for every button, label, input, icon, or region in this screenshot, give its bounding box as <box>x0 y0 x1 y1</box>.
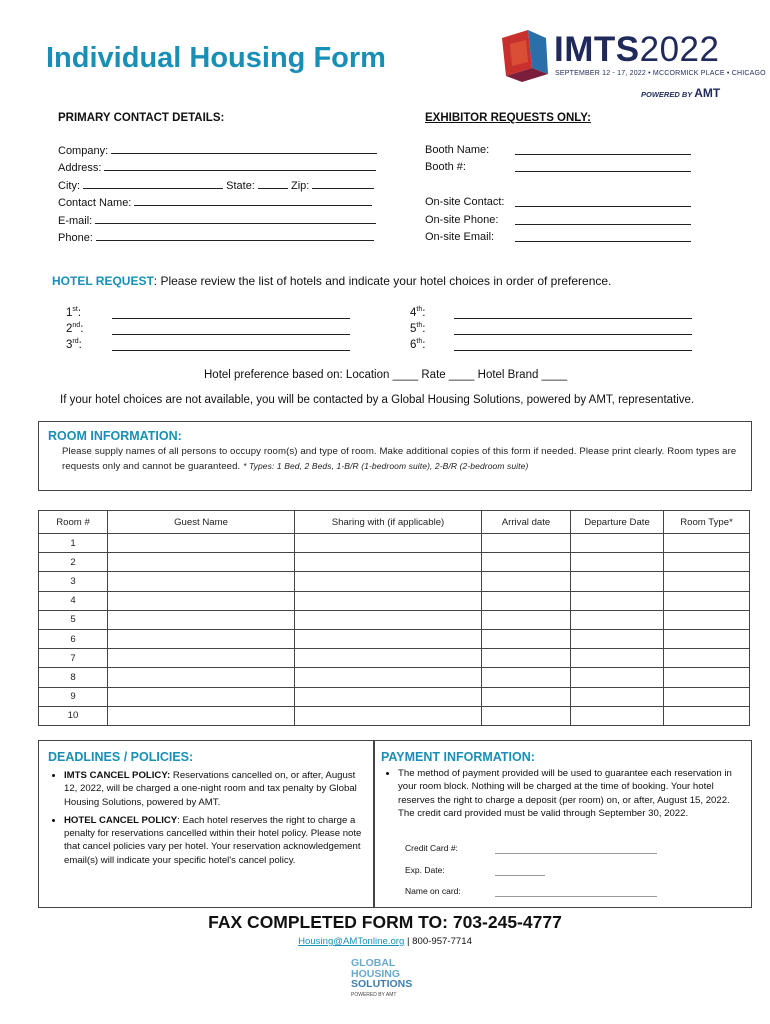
table-input-cell[interactable] <box>664 687 750 706</box>
imts-cube-icon <box>498 28 550 84</box>
booth-name-input[interactable] <box>515 145 691 155</box>
payment-heading: PAYMENT INFORMATION: <box>381 750 535 764</box>
table-input-cell[interactable] <box>482 649 571 668</box>
table-input-cell[interactable] <box>571 610 664 629</box>
table-input-cell[interactable] <box>482 553 571 572</box>
room-info-description: Please supply names of all persons to occupy room(s) and type of room. Make additional copies of this form if needed. Please print clearly. Room types are requests only and cannot be guaranteed. * Types: 1 Bed, 2 Beds, 1-B/R (1-bedroom suite), 2-B/R (2-bedroom suite) <box>62 446 737 472</box>
col-guest-name: Guest Name <box>108 511 295 534</box>
room-number-cell: 8 <box>39 668 108 687</box>
col-arrival-date: Arrival date <box>482 511 571 534</box>
table-input-cell[interactable] <box>571 553 664 572</box>
company-field[interactable]: Company: <box>58 144 377 157</box>
table-input-cell[interactable] <box>108 591 295 610</box>
table-input-cell[interactable] <box>571 629 664 648</box>
onsite-email-label: On-site Email: <box>425 231 495 243</box>
hotel-choice-5-input[interactable] <box>454 325 692 335</box>
table-input-cell[interactable] <box>482 629 571 648</box>
table-input-cell[interactable] <box>295 572 482 591</box>
hotel-choice-4-input[interactable] <box>454 309 692 319</box>
hotel-rank-5: 5th: <box>410 322 426 335</box>
imts-year: 2022 <box>639 30 720 69</box>
table-row <box>39 629 750 648</box>
col-departure-date: Departure Date <box>571 511 664 534</box>
table-input-cell[interactable] <box>664 629 750 648</box>
table-input-cell[interactable] <box>571 687 664 706</box>
table-input-cell[interactable] <box>108 668 295 687</box>
room-number-cell: 2 <box>39 553 108 572</box>
housing-email-link[interactable]: Housing@AMTonline.org <box>298 936 405 947</box>
credit-card-label: Credit Card #: <box>405 843 458 853</box>
table-input-cell[interactable] <box>571 649 664 668</box>
hotel-choice-2-input[interactable] <box>112 325 350 335</box>
table-input-cell[interactable] <box>108 534 295 553</box>
address-field[interactable]: Address: <box>58 161 376 174</box>
col-room-number: Room # <box>39 511 108 534</box>
hotel-choice-3-input[interactable] <box>112 341 350 351</box>
table-input-cell[interactable] <box>295 668 482 687</box>
imts-brand: IMTS <box>554 30 640 69</box>
table-input-cell[interactable] <box>664 572 750 591</box>
fax-instructions: FAX COMPLETED FORM TO: 703-245-4777 <box>208 912 562 932</box>
table-row <box>39 591 750 610</box>
hotel-choice-6-input[interactable] <box>454 341 692 351</box>
table-input-cell[interactable] <box>571 706 664 725</box>
hotel-preference-text: Hotel preference based on: Location ____ Rate ____ Hotel Brand ____ <box>204 369 568 381</box>
table-input-cell[interactable] <box>295 610 482 629</box>
table-input-cell[interactable] <box>482 572 571 591</box>
table-input-cell[interactable] <box>482 687 571 706</box>
city-state-zip-field[interactable]: City: State: Zip: <box>58 179 374 192</box>
table-input-cell[interactable] <box>108 706 295 725</box>
deadlines-list <box>44 769 362 872</box>
table-input-cell[interactable] <box>295 534 482 553</box>
table-input-cell[interactable] <box>482 610 571 629</box>
powered-by-label: POWERED BY <box>641 90 693 99</box>
name-on-card-label: Name on card: <box>405 886 461 896</box>
table-input-cell[interactable] <box>571 591 664 610</box>
table-input-cell[interactable] <box>108 553 295 572</box>
table-input-cell[interactable] <box>482 668 571 687</box>
table-row <box>39 610 750 629</box>
room-number-cell: 4 <box>39 591 108 610</box>
credit-card-input[interactable] <box>495 852 657 854</box>
hotel-rank-1: 1st: <box>66 306 82 319</box>
hotel-cancel-policy: • HOTEL CANCEL POLICY: Each hotel reserves the right to charge a penalty for reservations cancelled within their hotel policy. Please note that cancel policies vary per hotel. Your reservation acknowledgement email(s) will indicate your specific hotel's cancel policy. <box>64 814 362 867</box>
table-input-cell[interactable] <box>108 629 295 648</box>
room-table <box>38 510 750 726</box>
table-input-cell[interactable] <box>571 572 664 591</box>
table-input-cell[interactable] <box>295 706 482 725</box>
imts-dates: SEPTEMBER 12 - 17, 2022 • MCCORMICK PLACE • CHICAGO <box>555 70 766 77</box>
table-input-cell[interactable] <box>482 706 571 725</box>
table-input-cell[interactable] <box>295 553 482 572</box>
table-row <box>39 553 750 572</box>
phone-field[interactable]: Phone: <box>58 231 374 244</box>
hotel-rank-3: 3rd: <box>66 338 82 351</box>
hotel-request-text: HOTEL REQUEST: Please review the list of hotels and indicate your hotel choices in order of preference. <box>52 274 612 288</box>
col-room-type: Room Type* <box>664 511 750 534</box>
table-input-cell[interactable] <box>664 534 750 553</box>
hotel-rank-6: 6th: <box>410 338 426 351</box>
room-number-cell: 6 <box>39 629 108 648</box>
table-row <box>39 687 750 706</box>
exp-date-label: Exp. Date: <box>405 865 445 875</box>
hotel-choice-1-input[interactable] <box>112 309 350 319</box>
room-number-cell: 1 <box>39 534 108 553</box>
primary-contact-heading: PRIMARY CONTACT DETAILS: <box>58 112 225 124</box>
onsite-phone-label: On-site Phone: <box>425 214 499 226</box>
table-input-cell[interactable] <box>108 610 295 629</box>
onsite-contact-label: On-site Contact: <box>425 196 505 208</box>
table-input-cell[interactable] <box>482 591 571 610</box>
hotel-rank-2: 2nd: <box>66 322 84 335</box>
deadlines-heading: DEADLINES / POLICIES: <box>48 750 194 764</box>
amt-logo-text: AMT <box>694 86 721 100</box>
table-input-cell[interactable] <box>108 572 295 591</box>
table-row <box>39 706 750 725</box>
table-input-cell[interactable] <box>664 649 750 668</box>
table-input-cell[interactable] <box>664 610 750 629</box>
contact-name-field[interactable]: Contact Name: <box>58 196 372 209</box>
table-row <box>39 649 750 668</box>
payment-text: • The method of payment provided will be used to guarantee each reservation in your room block. Nothing will be charged at the time of booking. Your hotel reserves the right to charge a deposit (per room) on, or after, August 15, 2022. The credit card provided must be valid through September 30, 2022. <box>378 767 746 825</box>
email-field[interactable]: E-mail: <box>58 214 376 227</box>
room-number-cell: 7 <box>39 649 108 668</box>
contact-phone: 800-957-7714 <box>412 936 472 947</box>
global-housing-solutions-logo: GLOBAL HOUSING SOLUTIONS POWERED BY AMT <box>351 957 413 998</box>
table-row <box>39 534 750 553</box>
form-title: Individual Housing Form <box>46 42 386 74</box>
booth-number-input[interactable] <box>515 162 691 172</box>
table-input-cell[interactable] <box>295 649 482 668</box>
table-input-cell[interactable] <box>664 706 750 725</box>
table-input-cell[interactable] <box>664 668 750 687</box>
table-input-cell[interactable] <box>108 687 295 706</box>
room-number-cell: 9 <box>39 687 108 706</box>
hotel-rank-4: 4th: <box>410 306 426 319</box>
contact-line: Housing@AMTonline.org | 800-957-7714 <box>298 936 472 947</box>
onsite-email-input[interactable] <box>515 232 691 242</box>
onsite-phone-input[interactable] <box>515 215 691 225</box>
table-input-cell[interactable] <box>482 534 571 553</box>
imts-logo <box>498 26 766 100</box>
table-input-cell[interactable] <box>295 591 482 610</box>
booth-name-label: Booth Name: <box>425 144 490 156</box>
table-input-cell[interactable] <box>108 649 295 668</box>
table-row <box>39 572 750 591</box>
col-sharing-with: Sharing with (if applicable) <box>295 511 482 534</box>
imts-cancel-policy: • IMTS CANCEL POLICY: Reservations cancelled on, or after, August 12, 2022, will be charged a one-night room and tax penalty by Global Housing Solutions, powered by AMT. <box>64 769 362 809</box>
name-on-card-input[interactable] <box>495 895 657 897</box>
exp-date-input[interactable] <box>495 874 545 876</box>
room-number-cell: 10 <box>39 706 108 725</box>
room-number-cell: 3 <box>39 572 108 591</box>
table-input-cell[interactable] <box>295 629 482 648</box>
table-input-cell[interactable] <box>571 534 664 553</box>
onsite-contact-input[interactable] <box>515 197 691 207</box>
exhibitor-heading: EXHIBITOR REQUESTS ONLY: <box>425 112 591 124</box>
booth-number-label: Booth #: <box>425 161 466 173</box>
room-table-header <box>39 511 750 534</box>
room-number-cell: 5 <box>39 610 108 629</box>
table-input-cell[interactable] <box>571 668 664 687</box>
table-row <box>39 668 750 687</box>
hotel-fallback-text: If your hotel choices are not available, you will be contacted by a Global Housing Solutions, powered by AMT, representative. <box>60 394 695 406</box>
table-input-cell[interactable] <box>664 591 750 610</box>
table-input-cell[interactable] <box>664 553 750 572</box>
table-input-cell[interactable] <box>295 687 482 706</box>
room-info-heading: ROOM INFORMATION: <box>48 429 182 443</box>
